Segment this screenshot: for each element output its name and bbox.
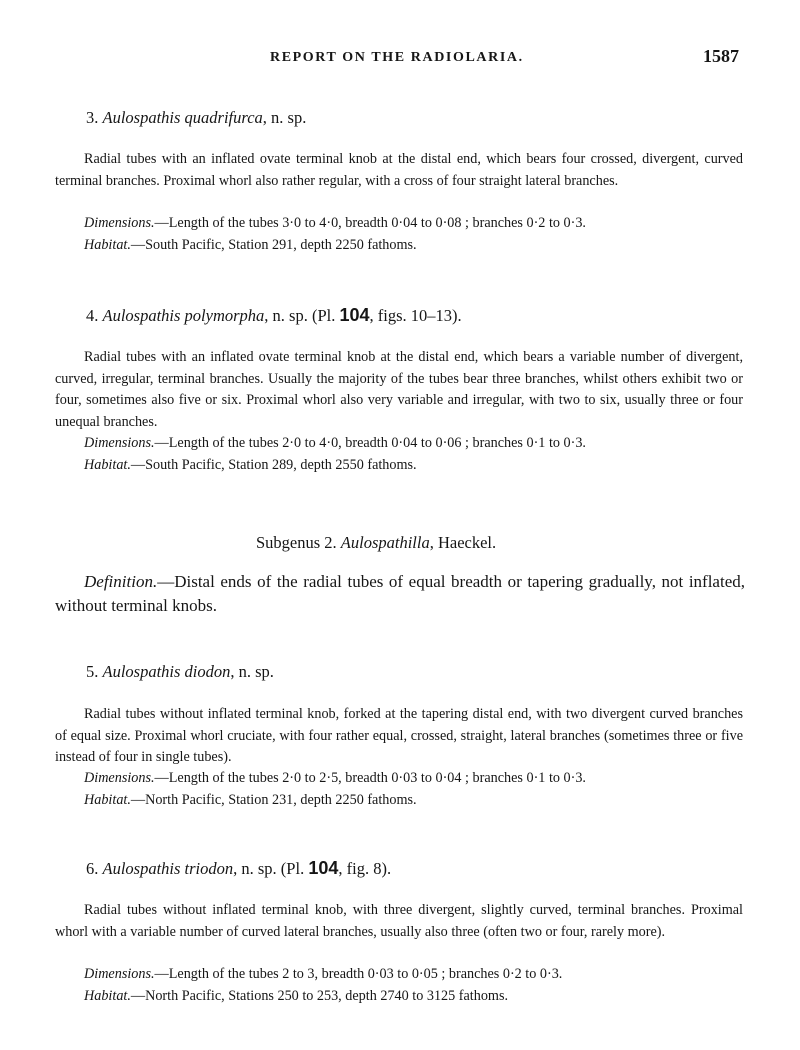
species-description: Radial tubes with an inflated ovate terminal knob at the distal end, which bears four crossed, divergent, curved terminal branches. Proximal whorl also rather regular, with a cross of four straight lateral branches. [55, 151, 743, 189]
species-name: Aulospathis quadrifurca [102, 108, 263, 127]
habitat-text: —South Pacific, Station 289, depth 2550 fathoms. [130, 457, 417, 473]
species-dimensions [84, 964, 562, 986]
plate-figures: , fig. 8). [338, 859, 392, 878]
dimensions-text: —Length of the tubes 2·0 to 4·0, breadth 0·04 to 0·06 ; branches 0·1 to 0·3. [154, 435, 586, 451]
species-dimensions [84, 433, 586, 455]
species-number: 6. [86, 859, 99, 878]
species-habitat [84, 986, 508, 1008]
dimensions-text: —Length of the tubes 3·0 to 4·0, breadth 0·04 to 0·08 ; branches 0·2 to 0·3. [154, 215, 586, 231]
subgenus-name: Aulospathilla [340, 533, 430, 552]
running-title: REPORT ON THE RADIOLARIA. [270, 50, 524, 65]
species-number: 3. [86, 108, 99, 127]
species-habitat [84, 790, 417, 812]
dimensions-text: —Length of the tubes 2·0 to 2·5, breadth 0·03 to 0·04 ; branches 0·1 to 0·3. [154, 770, 586, 786]
habitat-label: Habitat. [84, 988, 131, 1004]
dimensions-label: Dimensions. [84, 435, 155, 451]
habitat-text: —South Pacific, Station 291, depth 2250 fathoms. [130, 237, 417, 253]
habitat-text: —North Pacific, Station 231, depth 2250 fathoms. [130, 792, 417, 808]
species-suffix: , n. sp. (Pl. [264, 306, 340, 325]
subgenus-heading [256, 533, 496, 553]
habitat-label: Habitat. [84, 457, 131, 473]
habitat-label: Habitat. [84, 792, 131, 808]
plate-number: 104 [308, 858, 339, 878]
species-habitat [84, 235, 417, 257]
species-description: Radial tubes without inflated terminal knob, forked at the tapering distal end, with two divergent curved branches of equal size. Proximal whorl cruciate, with four rather equal, crossed, straight, lateral branches (sometimes three or five instead of four in single tubes). [55, 706, 743, 765]
definition-label: Definition. [84, 572, 158, 591]
definition-text: —Distal ends of the radial tubes of equal breadth or tapering gradually, not inflated, without terminal knobs. [55, 572, 745, 615]
species-suffix: , n. sp. [262, 108, 307, 127]
subgenus-suffix: , Haeckel. [429, 533, 497, 552]
species-number: 4. [86, 306, 99, 325]
species-dimensions [84, 768, 586, 790]
page-number: 1587 [703, 46, 739, 66]
species-suffix: , n. sp. [230, 662, 274, 681]
species-habitat [84, 455, 417, 477]
dimensions-label: Dimensions. [84, 770, 155, 786]
subgenus-definition [55, 570, 745, 618]
species-description: Radial tubes with an inflated ovate terminal knob at the distal end, which bears a variable number of divergent, curved, irregular, terminal branches. Usually the majority of the tubes bear three branches, whilst others exhibit two or four, sometimes also five or six. Proximal whorl also very variable and irregular, with two to six, usually three or four unequal branches. [55, 349, 743, 430]
subgenus-prefix: Subgenus 2. [256, 533, 341, 552]
species-name: Aulospathis diodon [102, 662, 231, 681]
species-suffix: , n. sp. (Pl. [233, 859, 309, 878]
dimensions-label: Dimensions. [84, 215, 155, 231]
species-number: 5. [86, 662, 99, 681]
species-dimensions [84, 213, 586, 235]
habitat-label: Habitat. [84, 237, 131, 253]
species-heading [86, 858, 391, 879]
habitat-text: —North Pacific, Stations 250 to 253, depth 2740 to 3125 fathoms. [130, 988, 509, 1004]
species-heading [86, 305, 462, 326]
dimensions-text: —Length of the tubes 2 to 3, breadth 0·03 to 0·05 ; branches 0·2 to 0·3. [154, 966, 563, 982]
species-heading [86, 108, 306, 128]
species-name: Aulospathis triodon [102, 859, 234, 878]
species-name: Aulospathis polymorpha [102, 306, 265, 325]
plate-figures: , figs. 10–13). [369, 306, 462, 325]
species-heading [86, 662, 274, 682]
plate-number: 104 [339, 305, 370, 325]
species-description: Radial tubes without inflated terminal knob, with three divergent, slightly curved, terminal branches. Proximal whorl with a variable number of curved lateral branches, usually also three (often two or four, rarely more). [55, 902, 743, 940]
dimensions-label: Dimensions. [84, 966, 155, 982]
running-header [0, 46, 800, 70]
